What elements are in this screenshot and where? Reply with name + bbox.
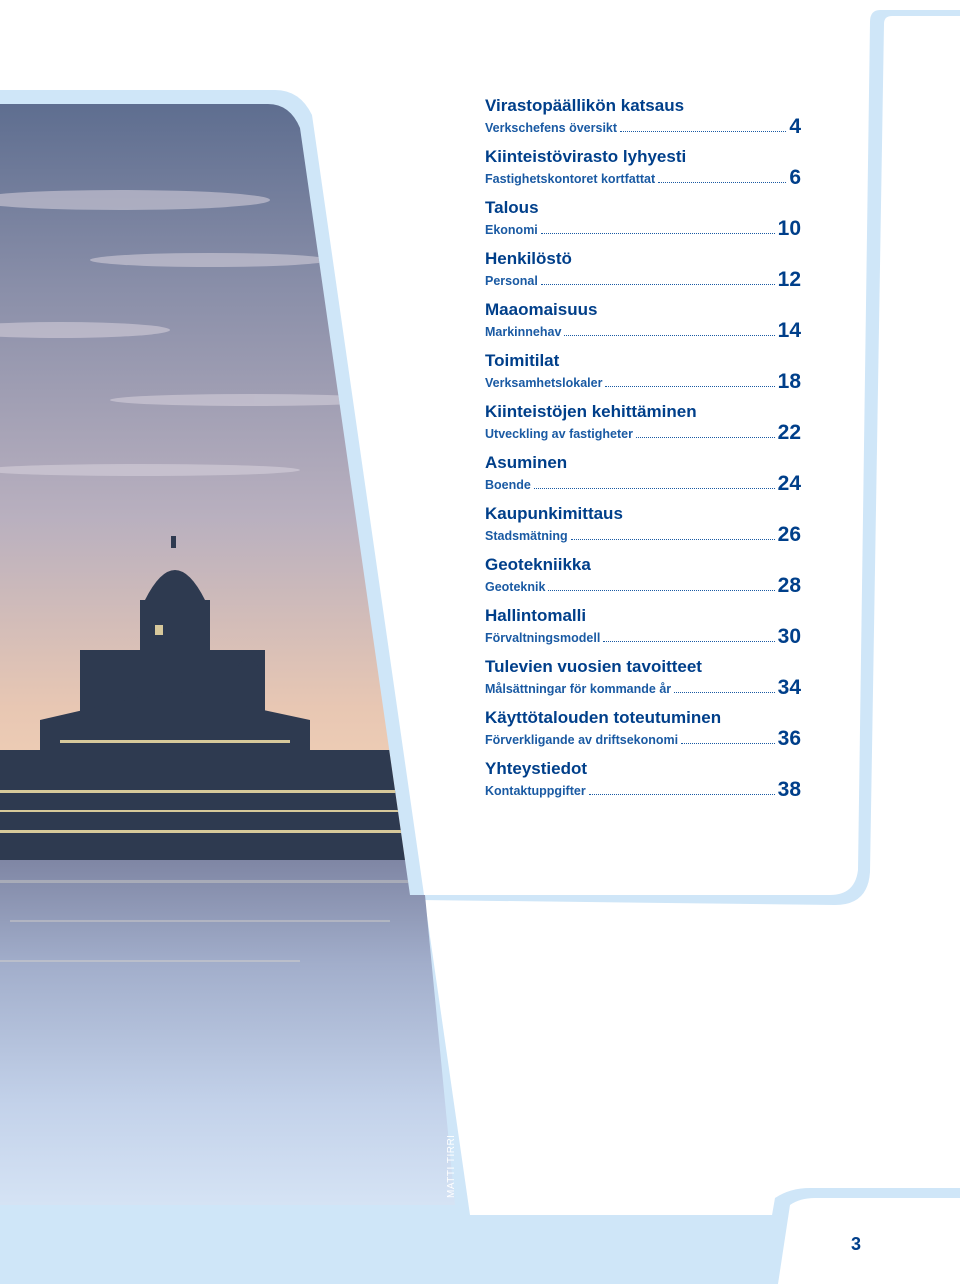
toc-entry-page: 4 — [789, 115, 801, 138]
toc-entry[interactable] — [485, 198, 801, 249]
toc-entry-title: Kiinteistövirasto lyhyesti — [485, 147, 687, 166]
dot-leader — [589, 794, 775, 795]
dot-leader — [541, 284, 775, 285]
dot-leader — [620, 131, 786, 132]
toc-entry-row — [485, 371, 801, 393]
dot-leader — [548, 590, 774, 591]
toc-entry-row — [485, 575, 801, 597]
toc-entry-title: Kaupunkimittaus — [485, 504, 623, 523]
toc-entry-page: 18 — [777, 370, 801, 393]
toc-entry-page: 34 — [777, 676, 801, 699]
dot-leader — [674, 692, 774, 693]
toc-entry-subtitle: Verksamhetslokaler — [485, 376, 603, 390]
dot-leader — [571, 539, 775, 540]
toc-entry[interactable] — [485, 606, 801, 657]
toc-entry-subtitle: Geoteknik — [485, 580, 546, 594]
toc-entry-subtitle: Målsättningar för kommande år — [485, 682, 672, 696]
toc-entry-title: Yhteystiedot — [485, 759, 588, 778]
toc-entry-row — [485, 116, 801, 138]
dot-leader — [603, 641, 774, 642]
toc-entry-subtitle: Personal — [485, 274, 538, 288]
toc-entry-subtitle: Kontaktuppgifter — [485, 784, 586, 798]
toc-entry-title: Virastopäällikön katsaus — [485, 96, 685, 115]
toc-entry-row — [485, 167, 801, 189]
dot-leader — [541, 233, 775, 234]
toc-entry-page: 14 — [777, 319, 801, 342]
toc-entry[interactable] — [485, 504, 801, 555]
page-number: 3 — [851, 1234, 862, 1254]
toc-entry[interactable] — [485, 555, 801, 606]
toc-entry[interactable] — [485, 147, 801, 198]
toc-entry-title: Maaomaisuus — [485, 300, 598, 319]
toc-entry-page: 22 — [777, 421, 801, 444]
toc-entry-row — [485, 677, 801, 699]
toc-entry-title: Asuminen — [485, 453, 568, 472]
toc-entry-title: Kiinteistöjen kehittäminen — [485, 402, 697, 421]
toc-entry-row — [485, 779, 801, 801]
toc-entry-subtitle: Boende — [485, 478, 531, 492]
toc-entry-title: Talous — [485, 198, 539, 217]
toc-entry-page: 10 — [777, 217, 801, 240]
toc-entry-row — [485, 728, 801, 750]
toc-entry[interactable] — [485, 453, 801, 504]
dot-leader — [534, 488, 775, 489]
toc-entry-page: 24 — [777, 472, 801, 495]
toc-entry-title: Henkilöstö — [485, 249, 572, 268]
toc-entry-row — [485, 626, 801, 648]
toc-entry-page: 6 — [789, 166, 801, 189]
toc-entry-page: 28 — [777, 574, 801, 597]
toc-entry-row — [485, 320, 801, 342]
dot-leader — [636, 437, 775, 438]
toc-entry-title: Toimitilat — [485, 351, 560, 370]
toc-entry-page: 38 — [777, 778, 801, 801]
toc-entry-subtitle: Stadsmätning — [485, 529, 568, 543]
photo-credit: MATTI TIRRI — [446, 1134, 457, 1198]
toc-entry-subtitle: Ekonomi — [485, 223, 538, 237]
toc-entry-subtitle: Verkschefens översikt — [485, 121, 618, 135]
toc-entry-page: 36 — [777, 727, 801, 750]
toc-entry-row — [485, 524, 801, 546]
toc-entry-subtitle: Utveckling av fastigheter — [485, 427, 633, 441]
toc-entry-page: 12 — [777, 268, 801, 291]
toc-entry[interactable] — [485, 657, 801, 708]
toc-entry[interactable] — [485, 351, 801, 402]
dot-leader — [658, 182, 786, 183]
toc-entry-row — [485, 473, 801, 495]
toc-entry[interactable] — [485, 708, 801, 759]
toc-entry[interactable] — [485, 96, 801, 147]
dot-leader — [605, 386, 774, 387]
table-of-contents — [485, 96, 801, 810]
toc-entry-subtitle: Förvaltningsmodell — [485, 631, 601, 645]
toc-entry-title: Tulevien vuosien tavoitteet — [485, 657, 702, 676]
toc-entry-subtitle: Markinnehav — [485, 325, 562, 339]
toc-entry-title: Geotekniikka — [485, 555, 591, 574]
toc-entry[interactable] — [485, 249, 801, 300]
dot-leader — [681, 743, 775, 744]
toc-entry[interactable] — [485, 300, 801, 351]
toc-entry-page: 26 — [777, 523, 801, 546]
toc-entry-subtitle: Förverkligande av driftsekonomi — [485, 733, 679, 747]
toc-entry-page: 30 — [777, 625, 801, 648]
toc-entry[interactable] — [485, 402, 801, 453]
toc-entry-title: Hallintomalli — [485, 606, 587, 625]
dot-leader — [564, 335, 774, 336]
toc-entry-row — [485, 422, 801, 444]
toc-entry[interactable] — [485, 759, 801, 810]
toc-entry-subtitle: Fastighetskontoret kortfattat — [485, 172, 656, 186]
toc-entry-title: Käyttötalouden toteutuminen — [485, 708, 722, 727]
toc-entry-row — [485, 269, 801, 291]
toc-entry-row — [485, 218, 801, 240]
